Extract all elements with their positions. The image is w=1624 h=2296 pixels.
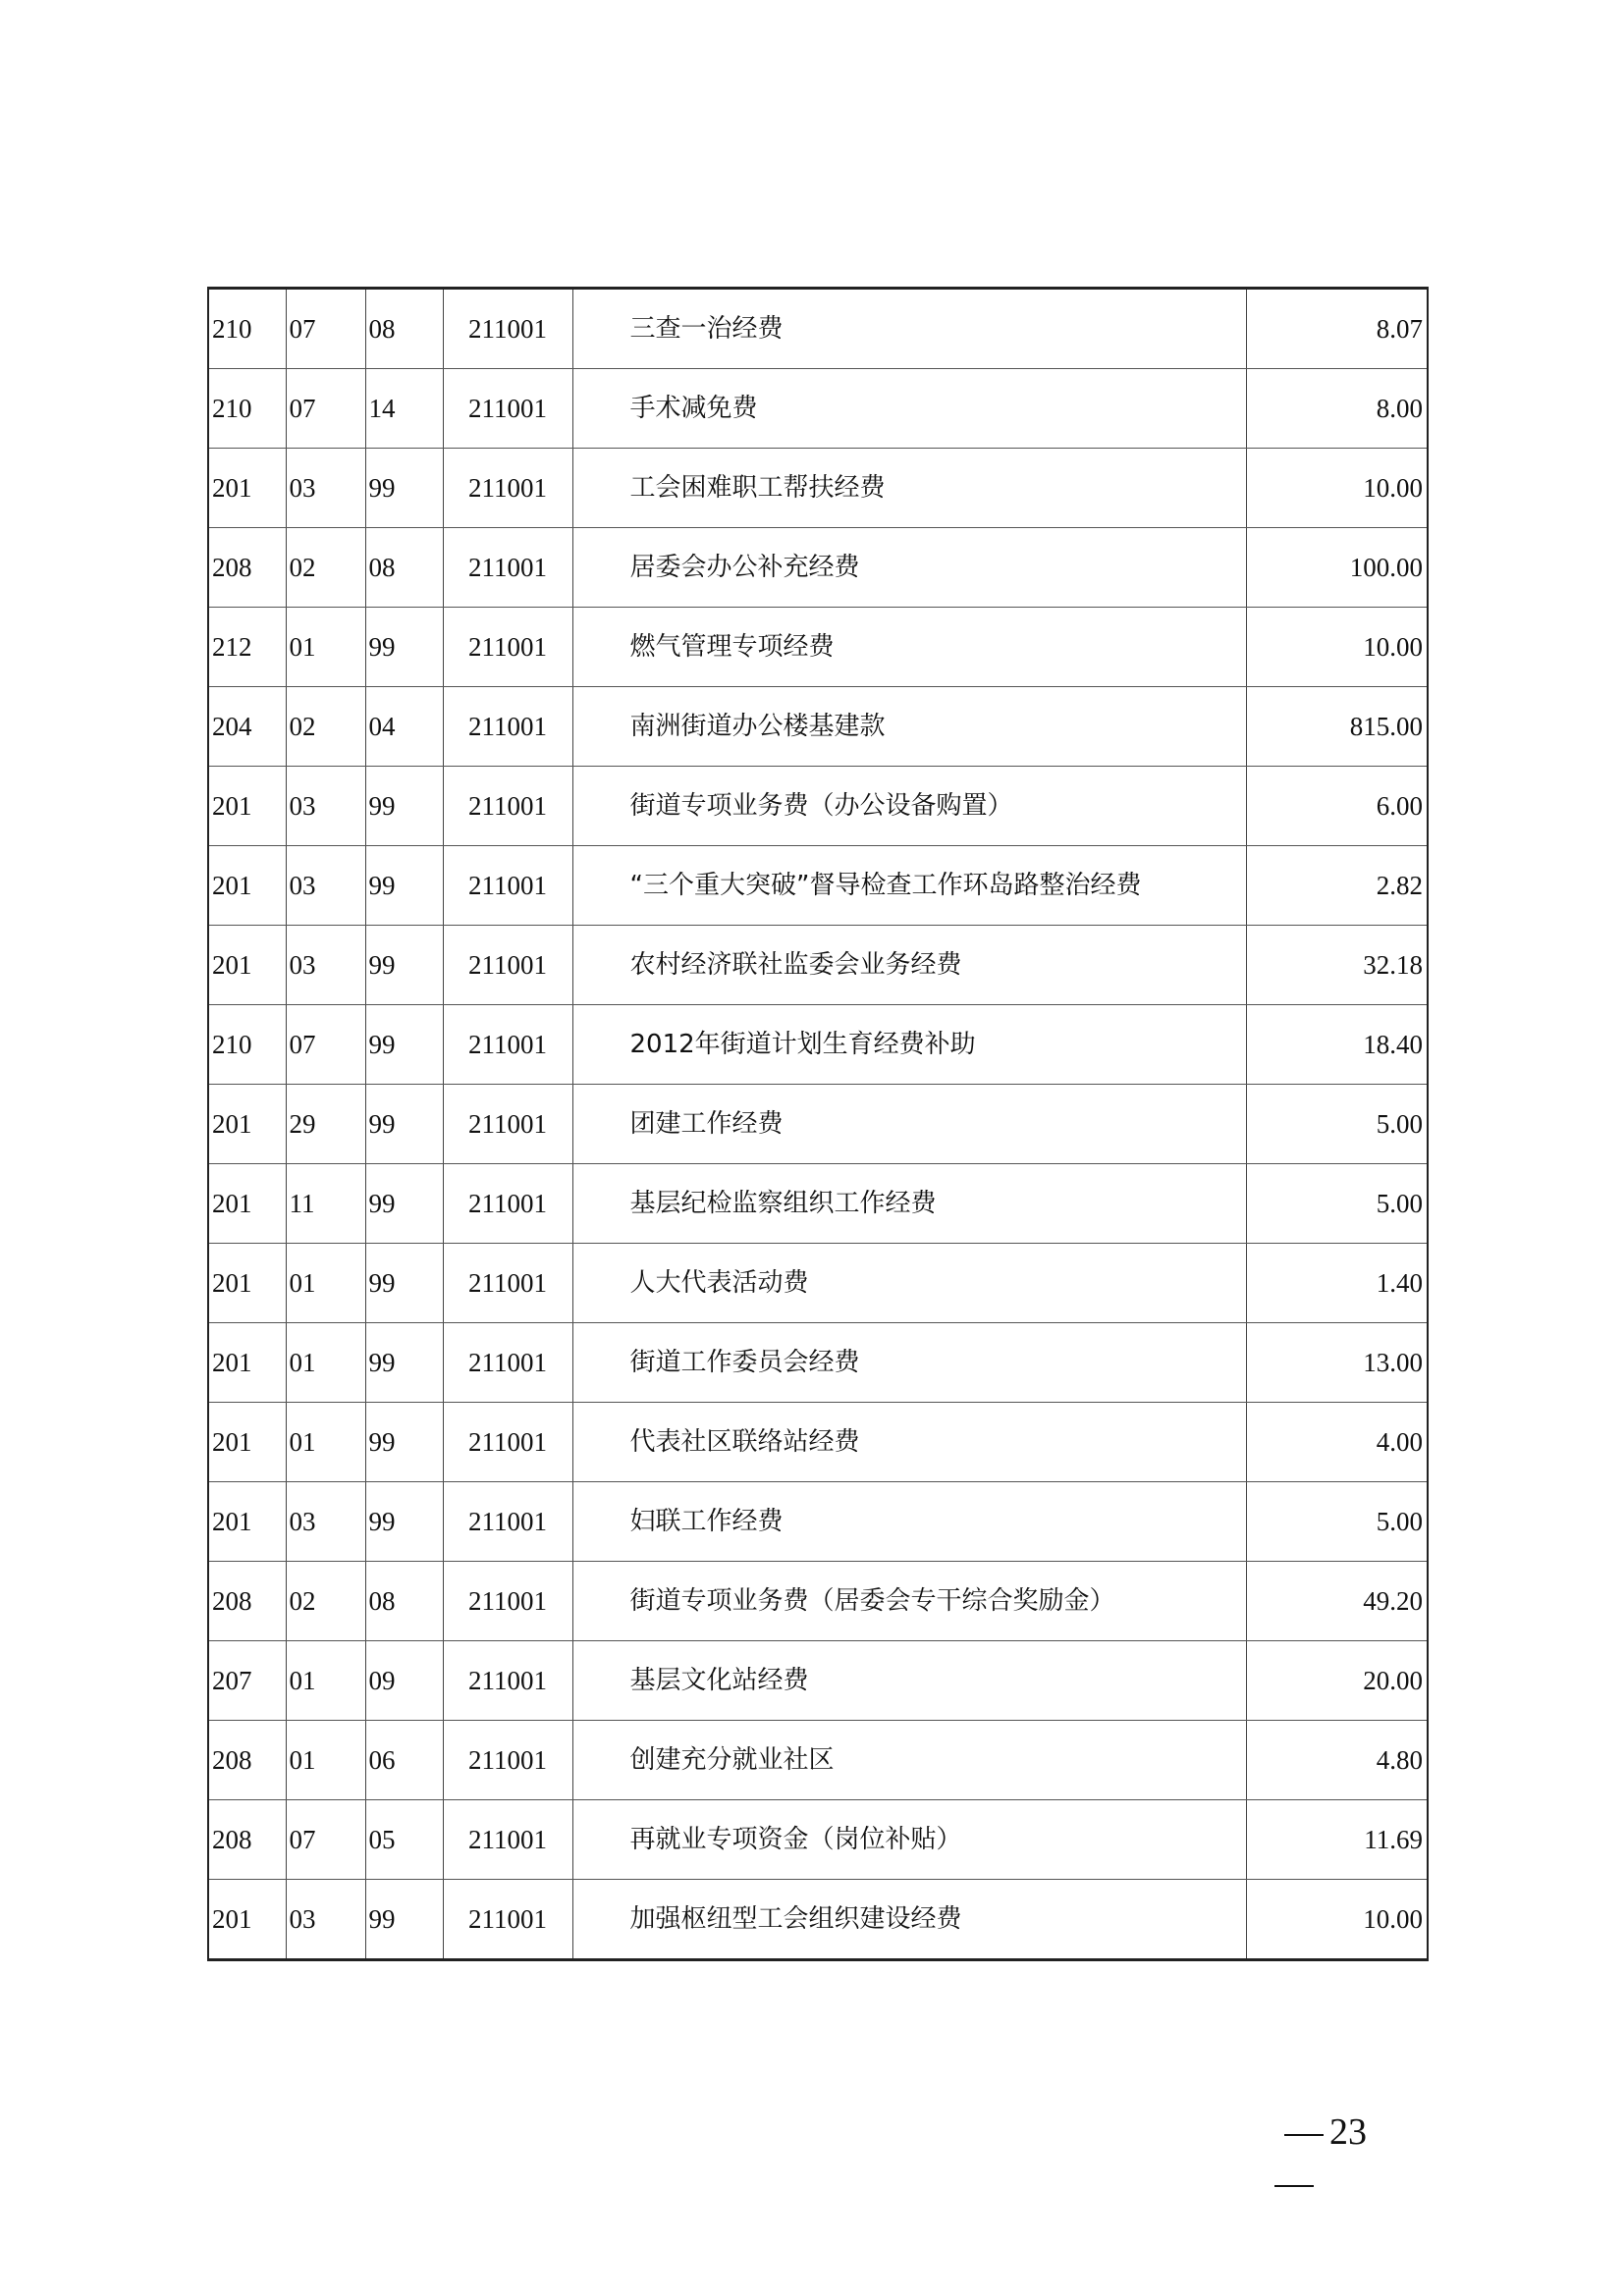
item-code-cell: 01 [286,1323,365,1403]
subitem-code-cell: 99 [365,1403,443,1482]
unit-code-cell: 211001 [443,1085,572,1164]
amount-cell: 5.00 [1246,1085,1428,1164]
subitem-code-cell: 08 [365,289,443,369]
class-code-cell: 201 [208,1085,286,1164]
project-name-cell: 2012年街道计划生育经费补助 [572,1005,1246,1085]
class-code-cell: 201 [208,926,286,1005]
page-number-underline [1274,2185,1314,2187]
project-name-cell: 南洲街道办公楼基建款 [572,687,1246,767]
page-number-dash [1284,2134,1324,2136]
project-name-cell: 团建工作经费 [572,1085,1246,1164]
table-row [208,767,1428,846]
unit-code-cell: 211001 [443,1323,572,1403]
item-code-cell: 07 [286,1005,365,1085]
unit-code-cell: 211001 [443,1641,572,1721]
item-code-cell: 01 [286,1403,365,1482]
unit-code-cell: 211001 [443,767,572,846]
subitem-code-cell: 99 [365,1085,443,1164]
item-code-cell: 01 [286,1244,365,1323]
amount-cell: 1.40 [1246,1244,1428,1323]
subitem-code-cell: 99 [365,1323,443,1403]
project-name-cell: 手术减免费 [572,369,1246,449]
project-name-cell: 工会困难职工帮扶经费 [572,449,1246,528]
project-name-cell: 加强枢纽型工会组织建设经费 [572,1880,1246,1960]
subitem-code-cell: 99 [365,767,443,846]
table-row [208,369,1428,449]
table-row [208,1005,1428,1085]
table-row [208,289,1428,369]
table-row [208,1880,1428,1960]
subitem-code-cell: 99 [365,846,443,926]
amount-cell: 8.07 [1246,289,1428,369]
table-row [208,608,1428,687]
class-code-cell: 208 [208,528,286,608]
class-code-cell: 208 [208,1562,286,1641]
item-code-cell: 07 [286,1800,365,1880]
class-code-cell: 210 [208,1005,286,1085]
class-code-cell: 204 [208,687,286,767]
item-code-cell: 07 [286,289,365,369]
amount-cell: 5.00 [1246,1482,1428,1562]
class-code-cell: 201 [208,1164,286,1244]
amount-cell: 10.00 [1246,1880,1428,1960]
class-code-cell: 201 [208,1323,286,1403]
amount-cell: 2.82 [1246,846,1428,926]
subitem-code-cell: 99 [365,1482,443,1562]
amount-cell: 815.00 [1246,687,1428,767]
amount-cell: 20.00 [1246,1641,1428,1721]
unit-code-cell: 211001 [443,1482,572,1562]
unit-code-cell: 211001 [443,289,572,369]
project-name-cell: 燃气管理专项经费 [572,608,1246,687]
subitem-code-cell: 08 [365,1562,443,1641]
unit-code-cell: 211001 [443,449,572,528]
unit-code-cell: 211001 [443,1800,572,1880]
item-code-cell: 07 [286,369,365,449]
project-name-cell: “三个重大突破”督导检查工作环岛路整治经费 [572,846,1246,926]
table-row [208,1323,1428,1403]
project-name-cell: 基层文化站经费 [572,1641,1246,1721]
class-code-cell: 201 [208,1403,286,1482]
class-code-cell: 208 [208,1800,286,1880]
class-code-cell: 210 [208,289,286,369]
item-code-cell: 11 [286,1164,365,1244]
item-code-cell: 01 [286,608,365,687]
class-code-cell: 201 [208,767,286,846]
class-code-cell: 207 [208,1641,286,1721]
item-code-cell: 03 [286,1482,365,1562]
item-code-cell: 03 [286,1880,365,1960]
table-row [208,528,1428,608]
amount-cell: 100.00 [1246,528,1428,608]
project-name-cell: 农村经济联社监委会业务经费 [572,926,1246,1005]
table-row [208,1403,1428,1482]
item-code-cell: 03 [286,926,365,1005]
unit-code-cell: 211001 [443,846,572,926]
budget-table [207,287,1429,1961]
unit-code-cell: 211001 [443,608,572,687]
subitem-code-cell: 99 [365,1880,443,1960]
item-code-cell: 03 [286,767,365,846]
project-name-cell: 代表社区联络站经费 [572,1403,1246,1482]
item-code-cell: 01 [286,1721,365,1800]
class-code-cell: 201 [208,1244,286,1323]
item-code-cell: 01 [286,1641,365,1721]
item-code-cell: 29 [286,1085,365,1164]
amount-cell: 10.00 [1246,449,1428,528]
table-row [208,846,1428,926]
item-code-cell: 03 [286,449,365,528]
class-code-cell: 201 [208,1880,286,1960]
project-name-cell: 街道工作委员会经费 [572,1323,1246,1403]
subitem-code-cell: 99 [365,1244,443,1323]
amount-cell: 8.00 [1246,369,1428,449]
amount-cell: 4.00 [1246,1403,1428,1482]
class-code-cell: 210 [208,369,286,449]
class-code-cell: 201 [208,846,286,926]
table-row [208,1085,1428,1164]
subitem-code-cell: 06 [365,1721,443,1800]
table-row [208,1800,1428,1880]
unit-code-cell: 211001 [443,687,572,767]
subitem-code-cell: 99 [365,926,443,1005]
table-row [208,1641,1428,1721]
table-row [208,1721,1428,1800]
unit-code-cell: 211001 [443,1403,572,1482]
subitem-code-cell: 99 [365,449,443,528]
unit-code-cell: 211001 [443,1244,572,1323]
table-body [208,289,1428,1960]
project-name-cell: 创建充分就业社区 [572,1721,1246,1800]
subitem-code-cell: 99 [365,1005,443,1085]
amount-cell: 4.80 [1246,1721,1428,1800]
subitem-code-cell: 14 [365,369,443,449]
unit-code-cell: 211001 [443,926,572,1005]
subitem-code-cell: 99 [365,1164,443,1244]
page-number [1284,2110,1367,2154]
class-code-cell: 208 [208,1721,286,1800]
item-code-cell: 02 [286,687,365,767]
subitem-code-cell: 08 [365,528,443,608]
project-name-cell: 三查一治经费 [572,289,1246,369]
amount-cell: 5.00 [1246,1164,1428,1244]
page-number-text: 23 [1329,2111,1367,2153]
item-code-cell: 02 [286,528,365,608]
subitem-code-cell: 99 [365,608,443,687]
class-code-cell: 212 [208,608,286,687]
table-row [208,926,1428,1005]
unit-code-cell: 211001 [443,1562,572,1641]
unit-code-cell: 211001 [443,369,572,449]
project-name-cell: 妇联工作经费 [572,1482,1246,1562]
item-code-cell: 02 [286,1562,365,1641]
project-name-cell: 基层纪检监察组织工作经费 [572,1164,1246,1244]
unit-code-cell: 211001 [443,1880,572,1960]
project-name-cell: 再就业专项资金（岗位补贴） [572,1800,1246,1880]
table-row [208,1562,1428,1641]
unit-code-cell: 211001 [443,1005,572,1085]
class-code-cell: 201 [208,1482,286,1562]
subitem-code-cell: 05 [365,1800,443,1880]
amount-cell: 6.00 [1246,767,1428,846]
unit-code-cell: 211001 [443,1164,572,1244]
amount-cell: 10.00 [1246,608,1428,687]
unit-code-cell: 211001 [443,1721,572,1800]
project-name-cell: 街道专项业务费（居委会专干综合奖励金） [572,1562,1246,1641]
table-row [208,1482,1428,1562]
table-row [208,1164,1428,1244]
amount-cell: 49.20 [1246,1562,1428,1641]
amount-cell: 11.69 [1246,1800,1428,1880]
table-row [208,449,1428,528]
project-name-cell: 人大代表活动费 [572,1244,1246,1323]
project-name-cell: 居委会办公补充经费 [572,528,1246,608]
item-code-cell: 03 [286,846,365,926]
amount-cell: 18.40 [1246,1005,1428,1085]
table-row [208,687,1428,767]
subitem-code-cell: 04 [365,687,443,767]
unit-code-cell: 211001 [443,528,572,608]
subitem-code-cell: 09 [365,1641,443,1721]
class-code-cell: 201 [208,449,286,528]
amount-cell: 32.18 [1246,926,1428,1005]
amount-cell: 13.00 [1246,1323,1428,1403]
table-row [208,1244,1428,1323]
project-name-cell: 街道专项业务费（办公设备购置） [572,767,1246,846]
